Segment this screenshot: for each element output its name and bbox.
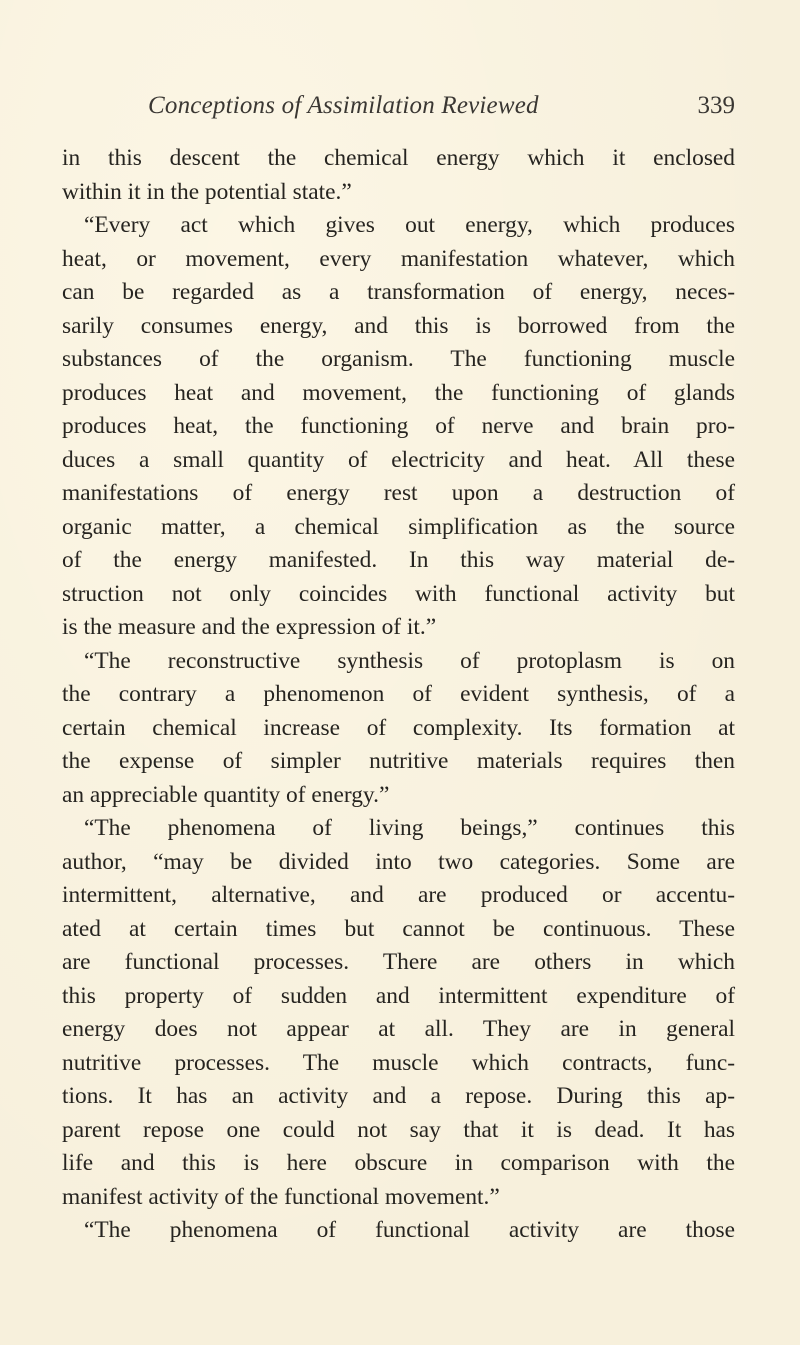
text-line: produces heat, the functioning of nerve and brain pro- bbox=[62, 413, 735, 439]
text-line: duces a small quantity of electricity and heat. All these bbox=[62, 446, 735, 473]
text-line: an appreciable quantity of energy.” bbox=[62, 781, 390, 808]
body-text bbox=[62, 142, 735, 1248]
text-line: nutritive processes. The muscle which contracts, func- bbox=[62, 1049, 735, 1076]
text-line: author, “may be divided into two categories. Some are bbox=[62, 848, 735, 875]
text-line: sarily consumes energy, and this is borrowed from the bbox=[62, 312, 735, 339]
text-line: struction not only coincides with functional activity but bbox=[62, 580, 735, 607]
running-head bbox=[148, 92, 735, 132]
text-line: life and this is here obscure in comparison with the bbox=[62, 1150, 735, 1176]
text-line: of the energy manifested. In this way material de- bbox=[62, 547, 735, 573]
text-line: intermittent, alternative, and are produced or accentu- bbox=[62, 882, 735, 908]
text-line: “Every act which gives out energy, which produces bbox=[84, 212, 735, 238]
text-line: substances of the organism. The functioning muscle bbox=[62, 346, 735, 372]
text-line: manifestations of energy rest upon a destruction of bbox=[62, 480, 735, 506]
text-line: are functional processes. There are others in which bbox=[62, 949, 735, 975]
text-line: organic matter, a chemical simplification as the source bbox=[62, 513, 735, 540]
text-line: within it in the potential state.” bbox=[62, 178, 352, 205]
text-line: certain chemical increase of complexity. Its formation at bbox=[62, 714, 735, 741]
text-line: parent repose one could not say that it is dead. It has bbox=[62, 1116, 735, 1143]
text-line: produces heat and movement, the functioning of glands bbox=[62, 379, 735, 406]
text-line: this property of sudden and intermittent expenditure of bbox=[62, 982, 735, 1009]
text-line: in this descent the chemical energy which it enclosed bbox=[62, 145, 735, 171]
text-line: can be regarded as a transformation of energy, neces- bbox=[62, 279, 735, 305]
text-line: “The phenomena of functional activity are those bbox=[84, 1217, 735, 1243]
text-line: tions. It has an activity and a repose. During this ap- bbox=[62, 1083, 735, 1109]
text-line: the contrary a phenomenon of evident synthesis, of a bbox=[62, 681, 735, 707]
text-line: the expense of simpler nutritive materials requires then bbox=[62, 748, 735, 774]
text-line: “The phenomena of living beings,” continues this bbox=[84, 815, 735, 841]
text-line: is the measure and the expression of it.” bbox=[62, 614, 437, 640]
text-line: energy does not appear at all. They are in general bbox=[62, 1016, 735, 1042]
text-line: ated at certain times but cannot be continuous. These bbox=[62, 915, 735, 942]
running-head-title: Conceptions of Assimilation Reviewed bbox=[148, 92, 539, 119]
text-line: heat, or movement, every manifestation whatever, which bbox=[62, 245, 735, 272]
text-line: “The reconstructive synthesis of protoplasm is on bbox=[84, 647, 735, 674]
text-line: manifest activity of the functional movement.” bbox=[62, 1183, 500, 1210]
page-number: 339 bbox=[697, 92, 735, 119]
